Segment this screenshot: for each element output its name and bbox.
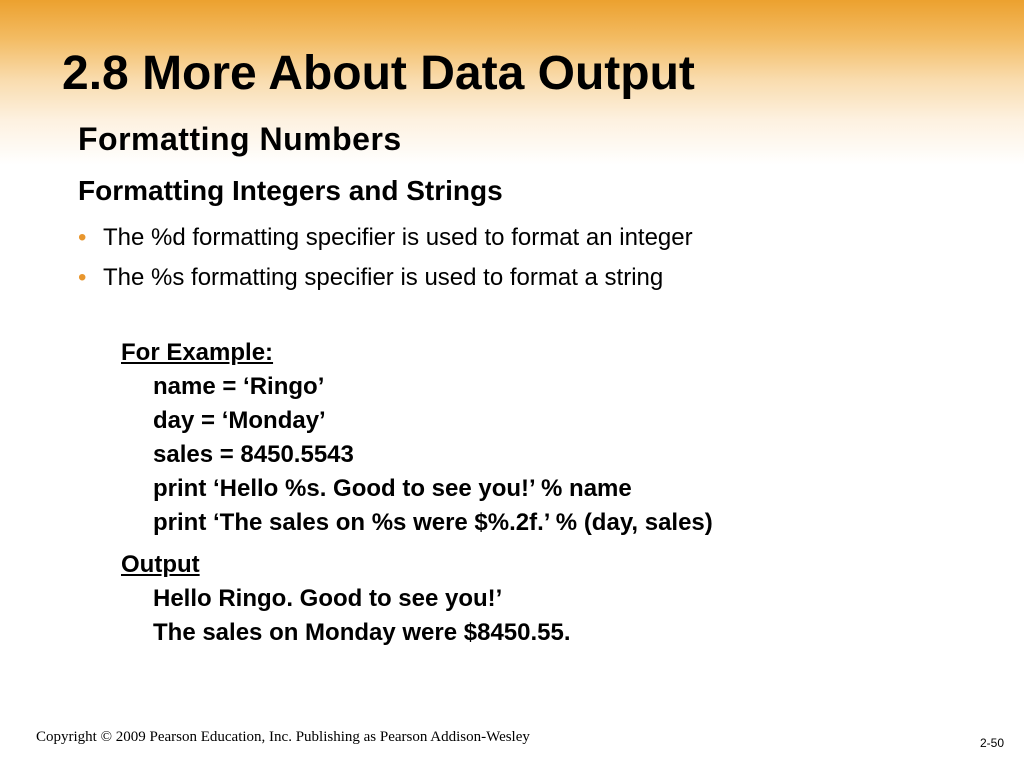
copyright-footer: Copyright © 2009 Pearson Education, Inc. Publishing as Pearson Addison-Wesley — [36, 729, 530, 745]
output-line: Hello Ringo. Good to see you!’ — [153, 585, 503, 612]
output-label: Output — [121, 551, 200, 578]
code-line: sales = 8450.5543 — [153, 441, 354, 468]
subsection-heading: Formatting Integers and Strings — [78, 175, 503, 206]
code-line: name = ‘Ringo’ — [153, 373, 325, 400]
code-line: print ‘The sales on %s were $%.2f.’ % (day, sales) — [153, 509, 713, 536]
example-label: For Example: — [121, 339, 274, 366]
bullet-item — [78, 258, 693, 298]
section-heading: Formatting Numbers — [78, 121, 402, 157]
bullet-item — [78, 218, 693, 258]
code-line: day = ‘Monday’ — [153, 407, 326, 434]
slide-title: 2.8 More About Data Output — [62, 47, 695, 100]
page-number: 2-50 — [979, 736, 1004, 750]
bullet-text: The %d formatting specifier is used to format an integer — [103, 224, 693, 251]
code-line: print ‘Hello %s. Good to see you!’ % name — [153, 475, 632, 502]
example-block — [121, 336, 713, 650]
bullet-list — [78, 218, 693, 298]
bullet-dot-icon: • — [78, 224, 87, 251]
bullet-text: The %s formatting specifier is used to format a string — [103, 264, 664, 291]
bullet-dot-icon: • — [78, 264, 87, 291]
output-line: The sales on Monday were $8450.55. — [153, 619, 571, 646]
